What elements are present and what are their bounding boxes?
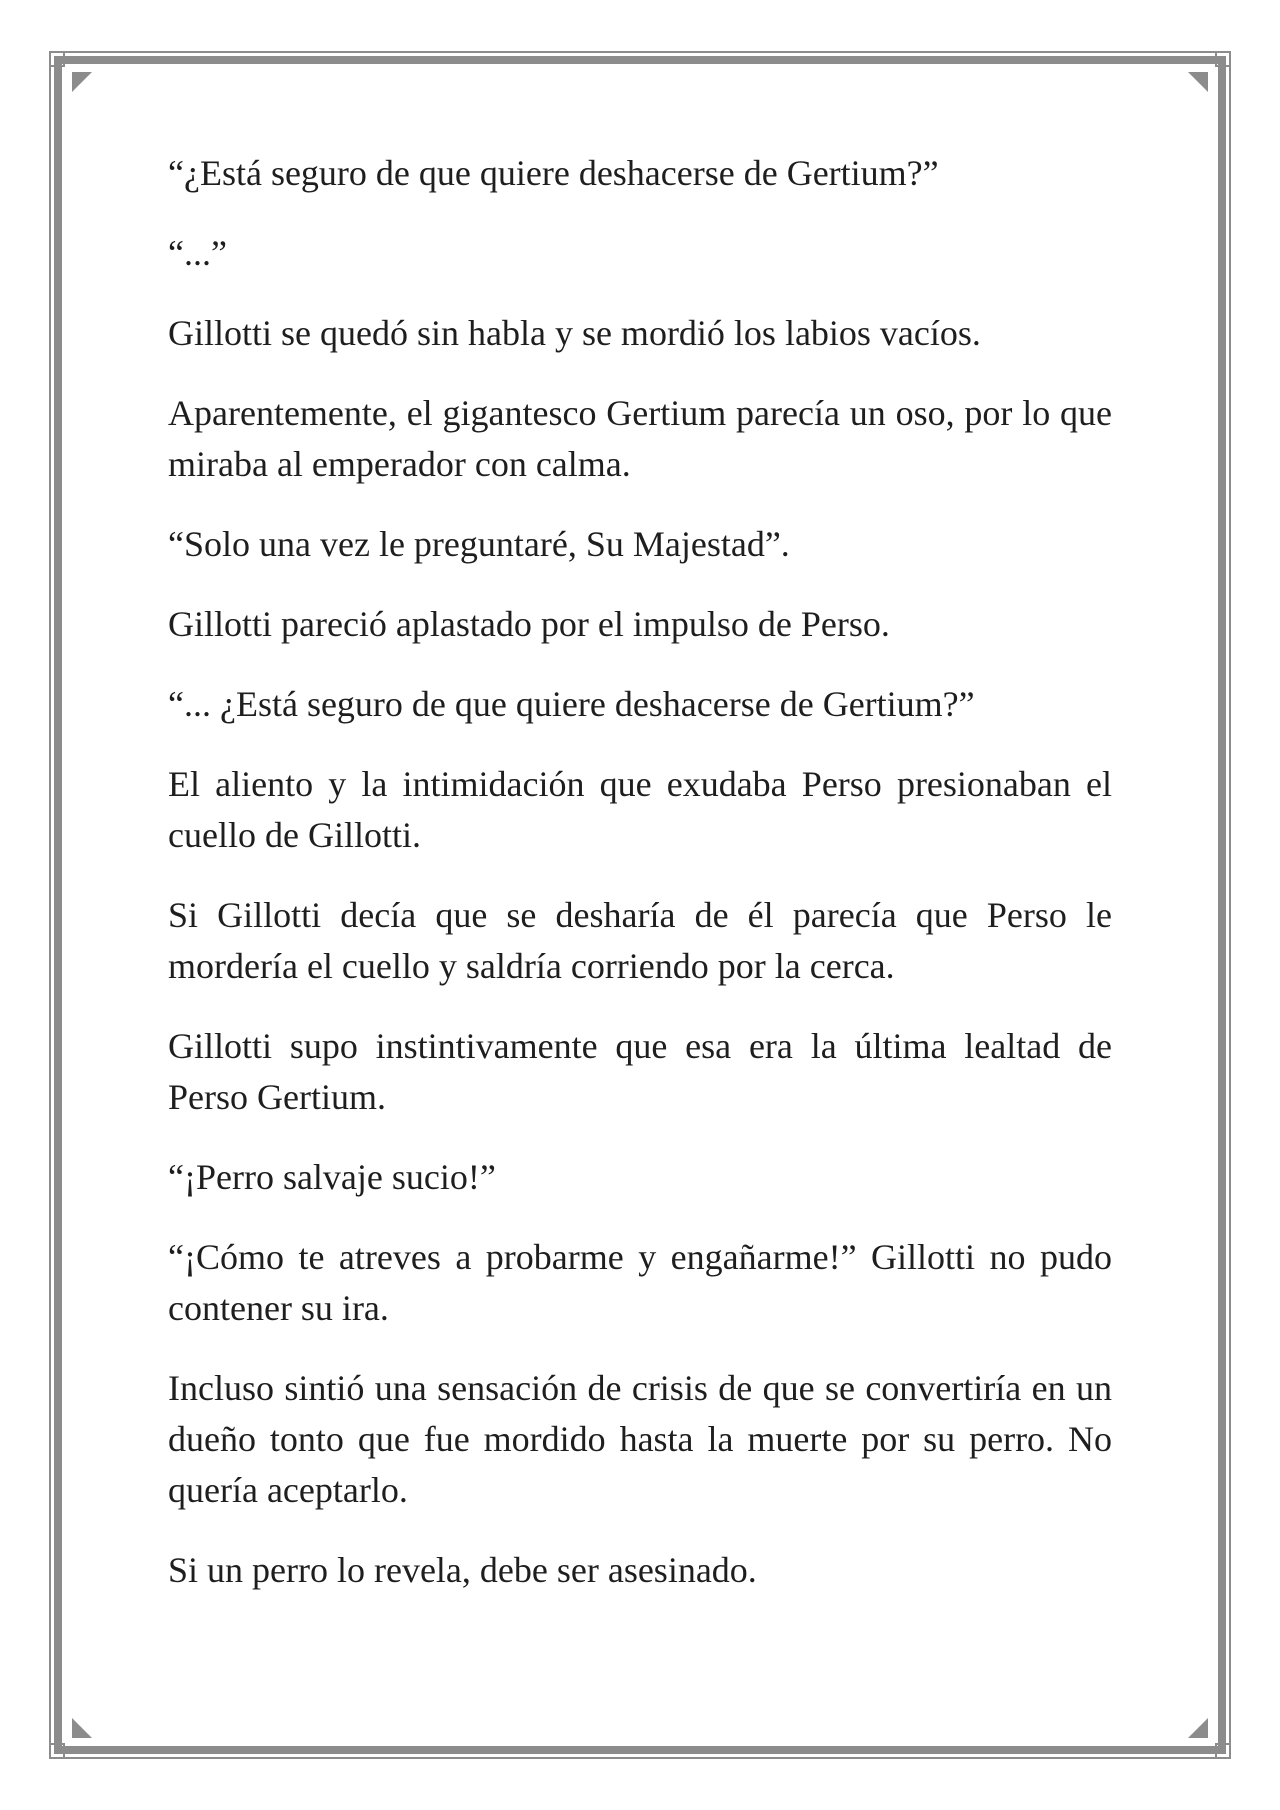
paragraph: Gillotti se quedó sin habla y se mordió los labios vacíos. [168, 313, 981, 353]
paragraph: Aparentemente, el gigantesco Gertium parecía un oso, por lo que miraba al emperador con calma. [168, 393, 1112, 484]
paragraph: “¡Cómo te atreves a probarme y engañarme!” Gillotti no pudo contener su ira. [168, 1237, 1112, 1328]
paragraph: Gillotti pareció aplastado por el impulso de Perso. [168, 604, 890, 644]
paragraph: Si un perro lo revela, debe ser asesinado. [168, 1550, 757, 1590]
paragraph: El aliento y la intimidación que exudaba Perso presionaban el cuello de Gillotti. [168, 764, 1112, 855]
paragraph: Si Gillotti decía que se desharía de él parecía que Perso le mordería el cuello y saldría corriendo por la cerca. [168, 895, 1112, 986]
paragraph: “...” [168, 233, 227, 273]
paragraph: “Solo una vez le preguntaré, Su Majestad”. [168, 524, 790, 564]
corner-triangle-bottom-left [72, 1718, 92, 1738]
corner-triangle-top-left [72, 72, 92, 92]
story-text [168, 148, 1112, 1625]
paragraph: Incluso sintió una sensación de crisis de que se convertiría en un dueño tonto que fue mordido hasta la muerte por su perro. No quería aceptarlo. [168, 1368, 1112, 1510]
paragraph: “¡Perro salvaje sucio!” [168, 1157, 496, 1197]
corner-triangle-bottom-right [1188, 1718, 1208, 1738]
corner-triangle-top-right [1188, 72, 1208, 92]
paragraph: “... ¿Está seguro de que quiere deshacerse de Gertium?” [168, 684, 975, 724]
paragraph: Gillotti supo instintivamente que esa era la última lealtad de Perso Gertium. [168, 1026, 1112, 1117]
paragraph: “¿Está seguro de que quiere deshacerse de Gertium?” [168, 153, 939, 193]
